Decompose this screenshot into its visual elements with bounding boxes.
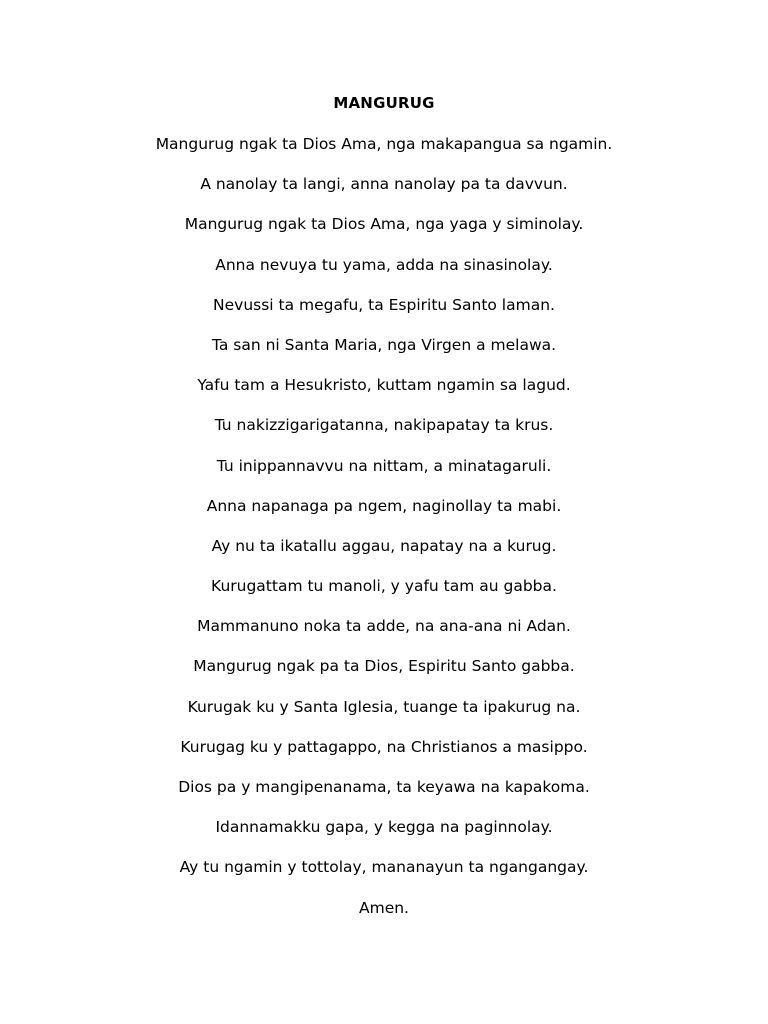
prayer-line: Mammanuno noka ta adde, na ana-ana ni Adan. [197,617,571,636]
prayer-line: Tu inippannavvu na nittam, a minatagaruli. [216,456,552,475]
prayer-line-amen: Amen. [359,898,409,917]
prayer-line: Idannamakku gapa, y kegga na paginnolay. [215,818,553,837]
prayer-text [0,134,768,938]
prayer-line: Kurugag ku y pattagappo, na Christianos a masippo. [180,737,588,756]
prayer-line: Yafu tam a Hesukristo, kuttam ngamin sa lagud. [197,376,571,395]
prayer-line: Tu nakizzigarigatanna, nakipapatay ta krus. [214,416,554,435]
prayer-line: Mangurug ngak ta Dios Ama, nga makapangua sa ngamin. [155,135,613,153]
prayer-line: A nanolay ta langi, anna nanolay pa ta davvun. [200,175,568,194]
document-title: MANGURUG [333,94,435,112]
prayer-line: Anna nevuya tu yama, adda na sinasinolay. [215,255,553,274]
prayer-line: Dios pa y mangipenanama, ta keyawa na kapakoma. [178,778,590,796]
prayer-line: Mangurug ngak ta Dios Ama, nga yaga y siminolay. [184,215,584,234]
prayer-line: Ta san ni Santa Maria, nga Virgen a melawa. [211,335,557,354]
prayer-line: Ay nu ta ikatallu aggau, napatay na a kurug. [211,536,557,555]
prayer-line: Nevussi ta megafu, ta Espiritu Santo laman. [213,295,555,314]
prayer-line: Kurugak ku y Santa Iglesia, tuange ta ipakurug na. [187,697,581,716]
prayer-line: Ay tu ngamin y tottolay, mananayun ta ngangangay. [179,858,589,877]
prayer-line: Mangurug ngak pa ta Dios, Espiritu Santo gabba. [193,657,575,676]
prayer-line: Anna napanaga pa ngem, naginollay ta mabi. [206,496,562,515]
prayer-line: Kurugattam tu manoli, y yafu tam au gabba. [211,577,557,596]
